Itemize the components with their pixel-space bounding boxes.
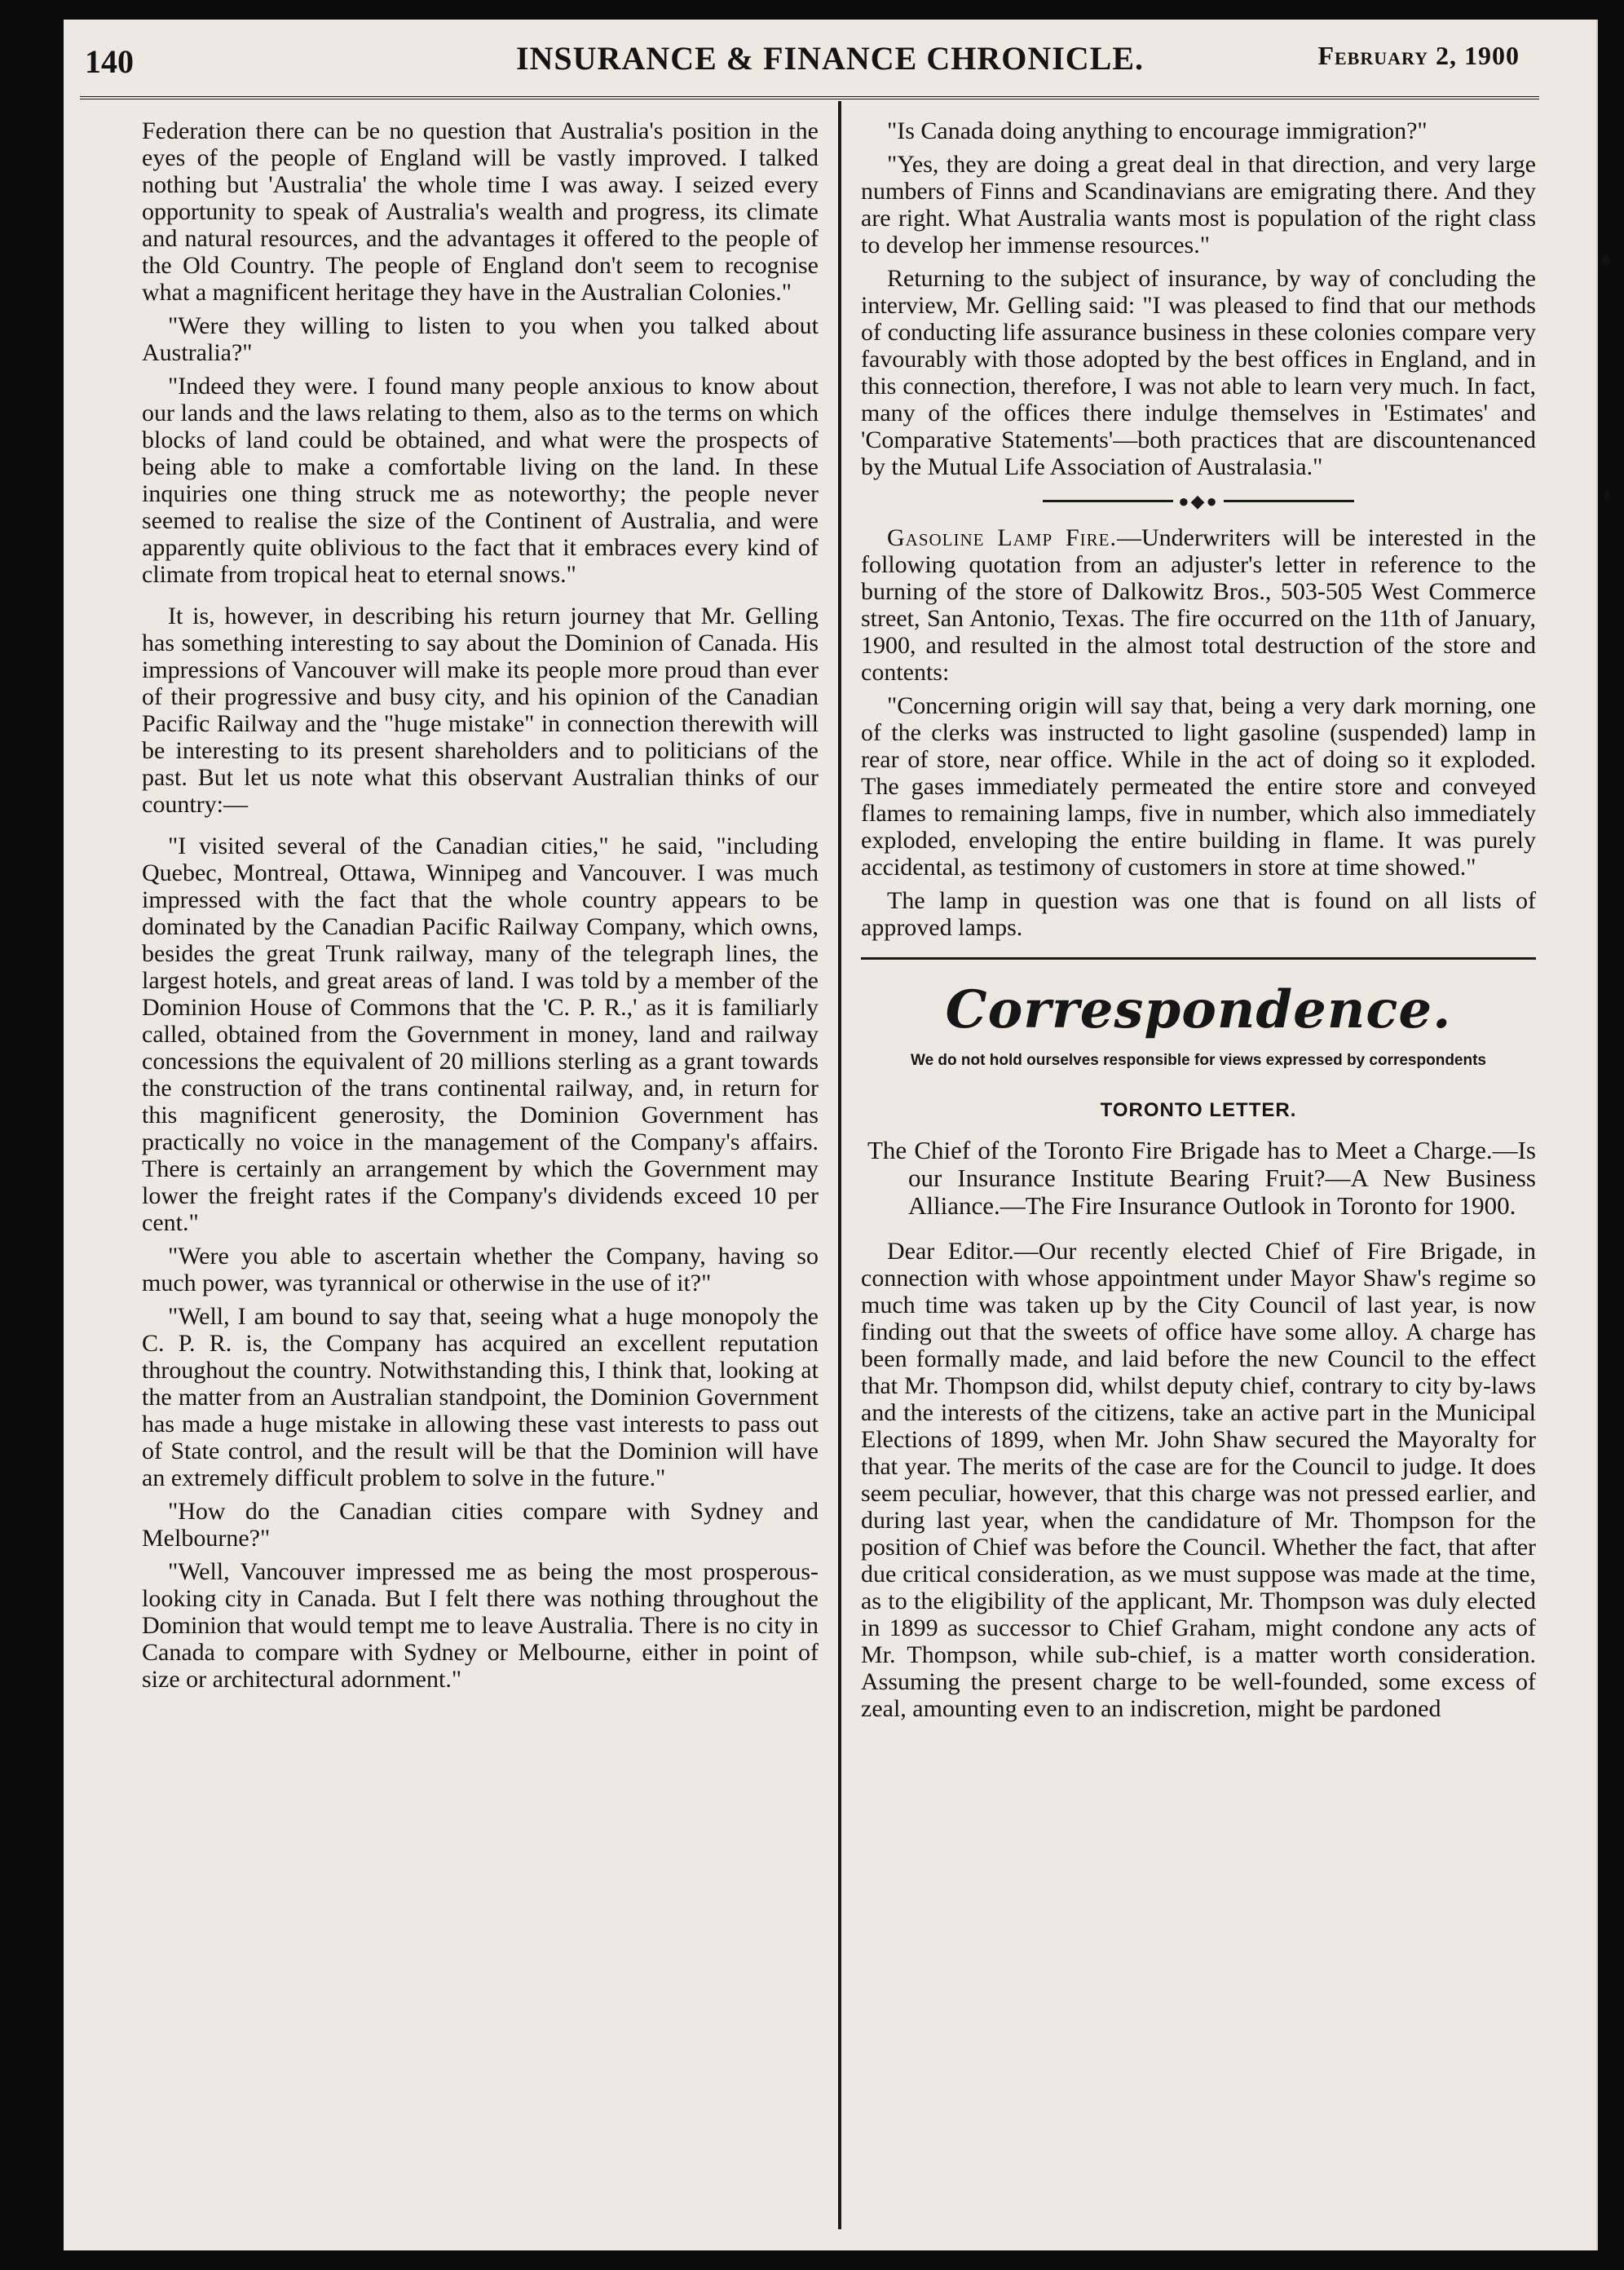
section-rule <box>861 957 1536 960</box>
article-paragraph: Returning to the subject of insurance, by way of concluding the interview, Mr. Gelling said: "I was pleased to find that our methods of conducting life assurance business in these colonies compare very favourably with those adopted by the best offices in England, and in this connection, therefore, I was not able to learn very much. In fact, many of the offices there indulge themselves in 'Estimates' and 'Comparative Statements'—both practices that are discountenanced by the Mutual Life Association of Australasia." <box>861 265 1536 480</box>
correspondence-disclaimer: We do not hold ourselves responsible for views expressed by correspondents <box>910 1052 1486 1069</box>
newspaper-page <box>64 20 1598 2250</box>
gasoline-paragraph <box>861 524 1536 686</box>
article-paragraph: "I visited several of the Canadian cities," he said, "including Quebec, Montreal, Ottawa, Winnipeg and Vancouver. I was much impressed with the fact that the whole country appears to be dominated by the Canadian Pacific Railway Company, which owns, besides the great Trunk railway, many of the telegraph lines, the largest hotels, and great areas of land. I was told by a member of the Dominion House of Commons that the 'C. P. R.,' as it is familiarly called, obtained from the Government in money, land and railway concessions the equivalent of 20 millions sterling as a grant towards the construction of the trans continental railway, and, in return for this magnificent generosity, the Dominion Government has practically no voice in the management of the Company's affairs. There is certainly an arrangement by which the Government may lower the freight rates if the Company's dividends exceed 10 per cent." <box>142 832 819 1236</box>
article-paragraph: Federation there can be no question that Australia's position in the eyes of the people of England will be vastly improved. I talked nothing but 'Australia' the whole time I was away. I seized every opportunity to speak of Australia's wealth and progress, its climate and natural resources, and the advantages it offered to the people of the Old Country. The people of England don't seem to recognise what a magnificent heritage they have in the Australian Colonies." <box>142 117 819 306</box>
page-header <box>64 20 1596 85</box>
gasoline-paragraph: "Concerning origin will say that, being a very dark morning, one of the clerks was instructed to light gasoline (suspended) lamp in rear of store, near office. While in the act of doing so it exploded. The gases immediately permeated the entire store and conveyed flames to remaining lamps, five in number, which also immediately exploded, enveloping the entire building in flame. It was purely accidental, as testimony of customers in store at time showed." <box>861 692 1536 881</box>
page-number: 140 <box>85 43 134 80</box>
article-paragraph: "Well, Vancouver impressed me as being the most prosperous-looking city in Canada. But I felt there was nothing throughout the Dominion that would tempt me to leave Australia. There is no city in Canada to compare with Sydney or Melbourne, either in point of size or architectural adornment." <box>142 1558 819 1693</box>
article-paragraph: "Yes, they are doing a great deal in that direction, and very large numbers of Finns and Scandinavians are emigrating there. And they are right. What Australia wants most is population of the right class to develop her immense resources." <box>861 151 1536 258</box>
article-paragraph: It is, however, in describing his return journey that Mr. Gelling has something interesting to say about the Dominion of Canada. His impressions of Vancouver will make its people more proud than ever of their progressive and busy city, and his opinion of the Canadian Pacific Railway and the "huge mistake" in connection therewith will be interesting to its present shareholders and to politicians of the past. But let us note what this observant Australian thinks of our country:— <box>142 603 819 818</box>
issue-date: February 2, 1900 <box>1317 41 1520 70</box>
article-paragraph: "Were you able to ascertain whether the Company, having so much power, was tyrannical or otherwise in the use of it?" <box>142 1243 819 1296</box>
correspondence-title: Correspondence. <box>945 979 1452 1040</box>
letter-heading: TORONTO LETTER. <box>1100 1099 1297 1121</box>
gasoline-intro: —Underwriters will be interested in the following quotation from an adjuster's letter in reference to the burning of the store of Dalkowitz Bros., 503-505 West Commerce street, San Antonio, Texas. The fire occurred on the 11th of January, 1900, and resulted in the almost total destruction of the store and contents: <box>861 524 1536 686</box>
margin-speck <box>1602 254 1610 266</box>
ornament-dots: ●◆● <box>1178 490 1219 511</box>
right-column <box>861 117 1536 1729</box>
ornamental-divider <box>861 488 1536 513</box>
letter-deck: The Chief of the Toronto Fire Brigade has to Meet a Charge.—Is our Insurance Institute Bearing Fruit?—A New Business Alliance.—The Fire Insurance Outlook in Toronto for 1900. <box>867 1136 1536 1220</box>
gasoline-heading: Gasoline Lamp Fire. <box>887 524 1117 551</box>
article-paragraph: "How do the Canadian cities compare with Sydney and Melbourne?" <box>142 1498 819 1552</box>
article-paragraph: "Well, I am bound to say that, seeing what a huge monopoly the C. P. R. is, the Company has acquired an excellent reputation throughout the country. Notwithstanding this, I think that, looking at the matter from an Australian standpoint, the Dominion Government has made a huge mistake in allowing these vast interests to pass out of State control, and the result will be that the Dominion will have an extremely difficult problem to solve in the future." <box>142 1303 819 1491</box>
header-rule <box>80 96 1539 99</box>
ornament-line-left <box>1043 500 1173 502</box>
publication-title: INSURANCE & FINANCE CHRONICLE. <box>515 40 1145 77</box>
gasoline-paragraph: The lamp in question was one that is found on all lists of approved lamps. <box>861 887 1536 941</box>
column-divider <box>838 101 841 2229</box>
left-column <box>142 117 819 1699</box>
article-paragraph: "Were they willing to listen to you when you talked about Australia?" <box>142 312 819 366</box>
letter-body: Dear Editor.—Our recently elected Chief of Fire Brigade, in connection with whose appointment under Mayor Shaw's regime so much time was taken up by the City Council of last year, is now finding out that the sweets of office have some alloy. A charge has been formally made, and laid before the new Council to the effect that Mr. Thompson did, whilst deputy chief, contrary to city by-laws and the interests of the citizens, take an active part in the Municipal Elections of 1899, when Mr. John Shaw secured the Mayoralty for that year. The merits of the case are for the Council to judge. It does seem peculiar, however, that this charge was not pressed earlier, and during last year, when the candidature of Mr. Thompson for the position of Chief was before the Council. Whether the fact, that after due critical consideration, as we must suppose was made at the time, as to the eligibility of the applicant, Mr. Thompson was duly elected in 1899 as successor to Chief Graham, might condone any acts of Mr. Thompson, while sub-chief, is a matter worth consideration. Assuming the present charge to be well-founded, some excess of zeal, amounting even to an indiscretion, might be pardoned <box>861 1238 1536 1722</box>
article-paragraph: "Is Canada doing anything to encourage immigration?" <box>887 117 1428 144</box>
article-paragraph: "Indeed they were. I found many people anxious to know about our lands and the laws relating to them, also as to the terms on which blocks of land could be obtained, and what were the prospects of being able to make a comfortable living on the land. In these inquiries one thing struck me as noteworthy; the people never seemed to realise the size of the Continent of Australia, and were apparently quite oblivious to the fact that it embraces every kind of climate from tropical heat to eternal snows." <box>142 373 819 588</box>
margin-speck <box>1604 489 1609 501</box>
ornament-line-right <box>1224 500 1354 502</box>
